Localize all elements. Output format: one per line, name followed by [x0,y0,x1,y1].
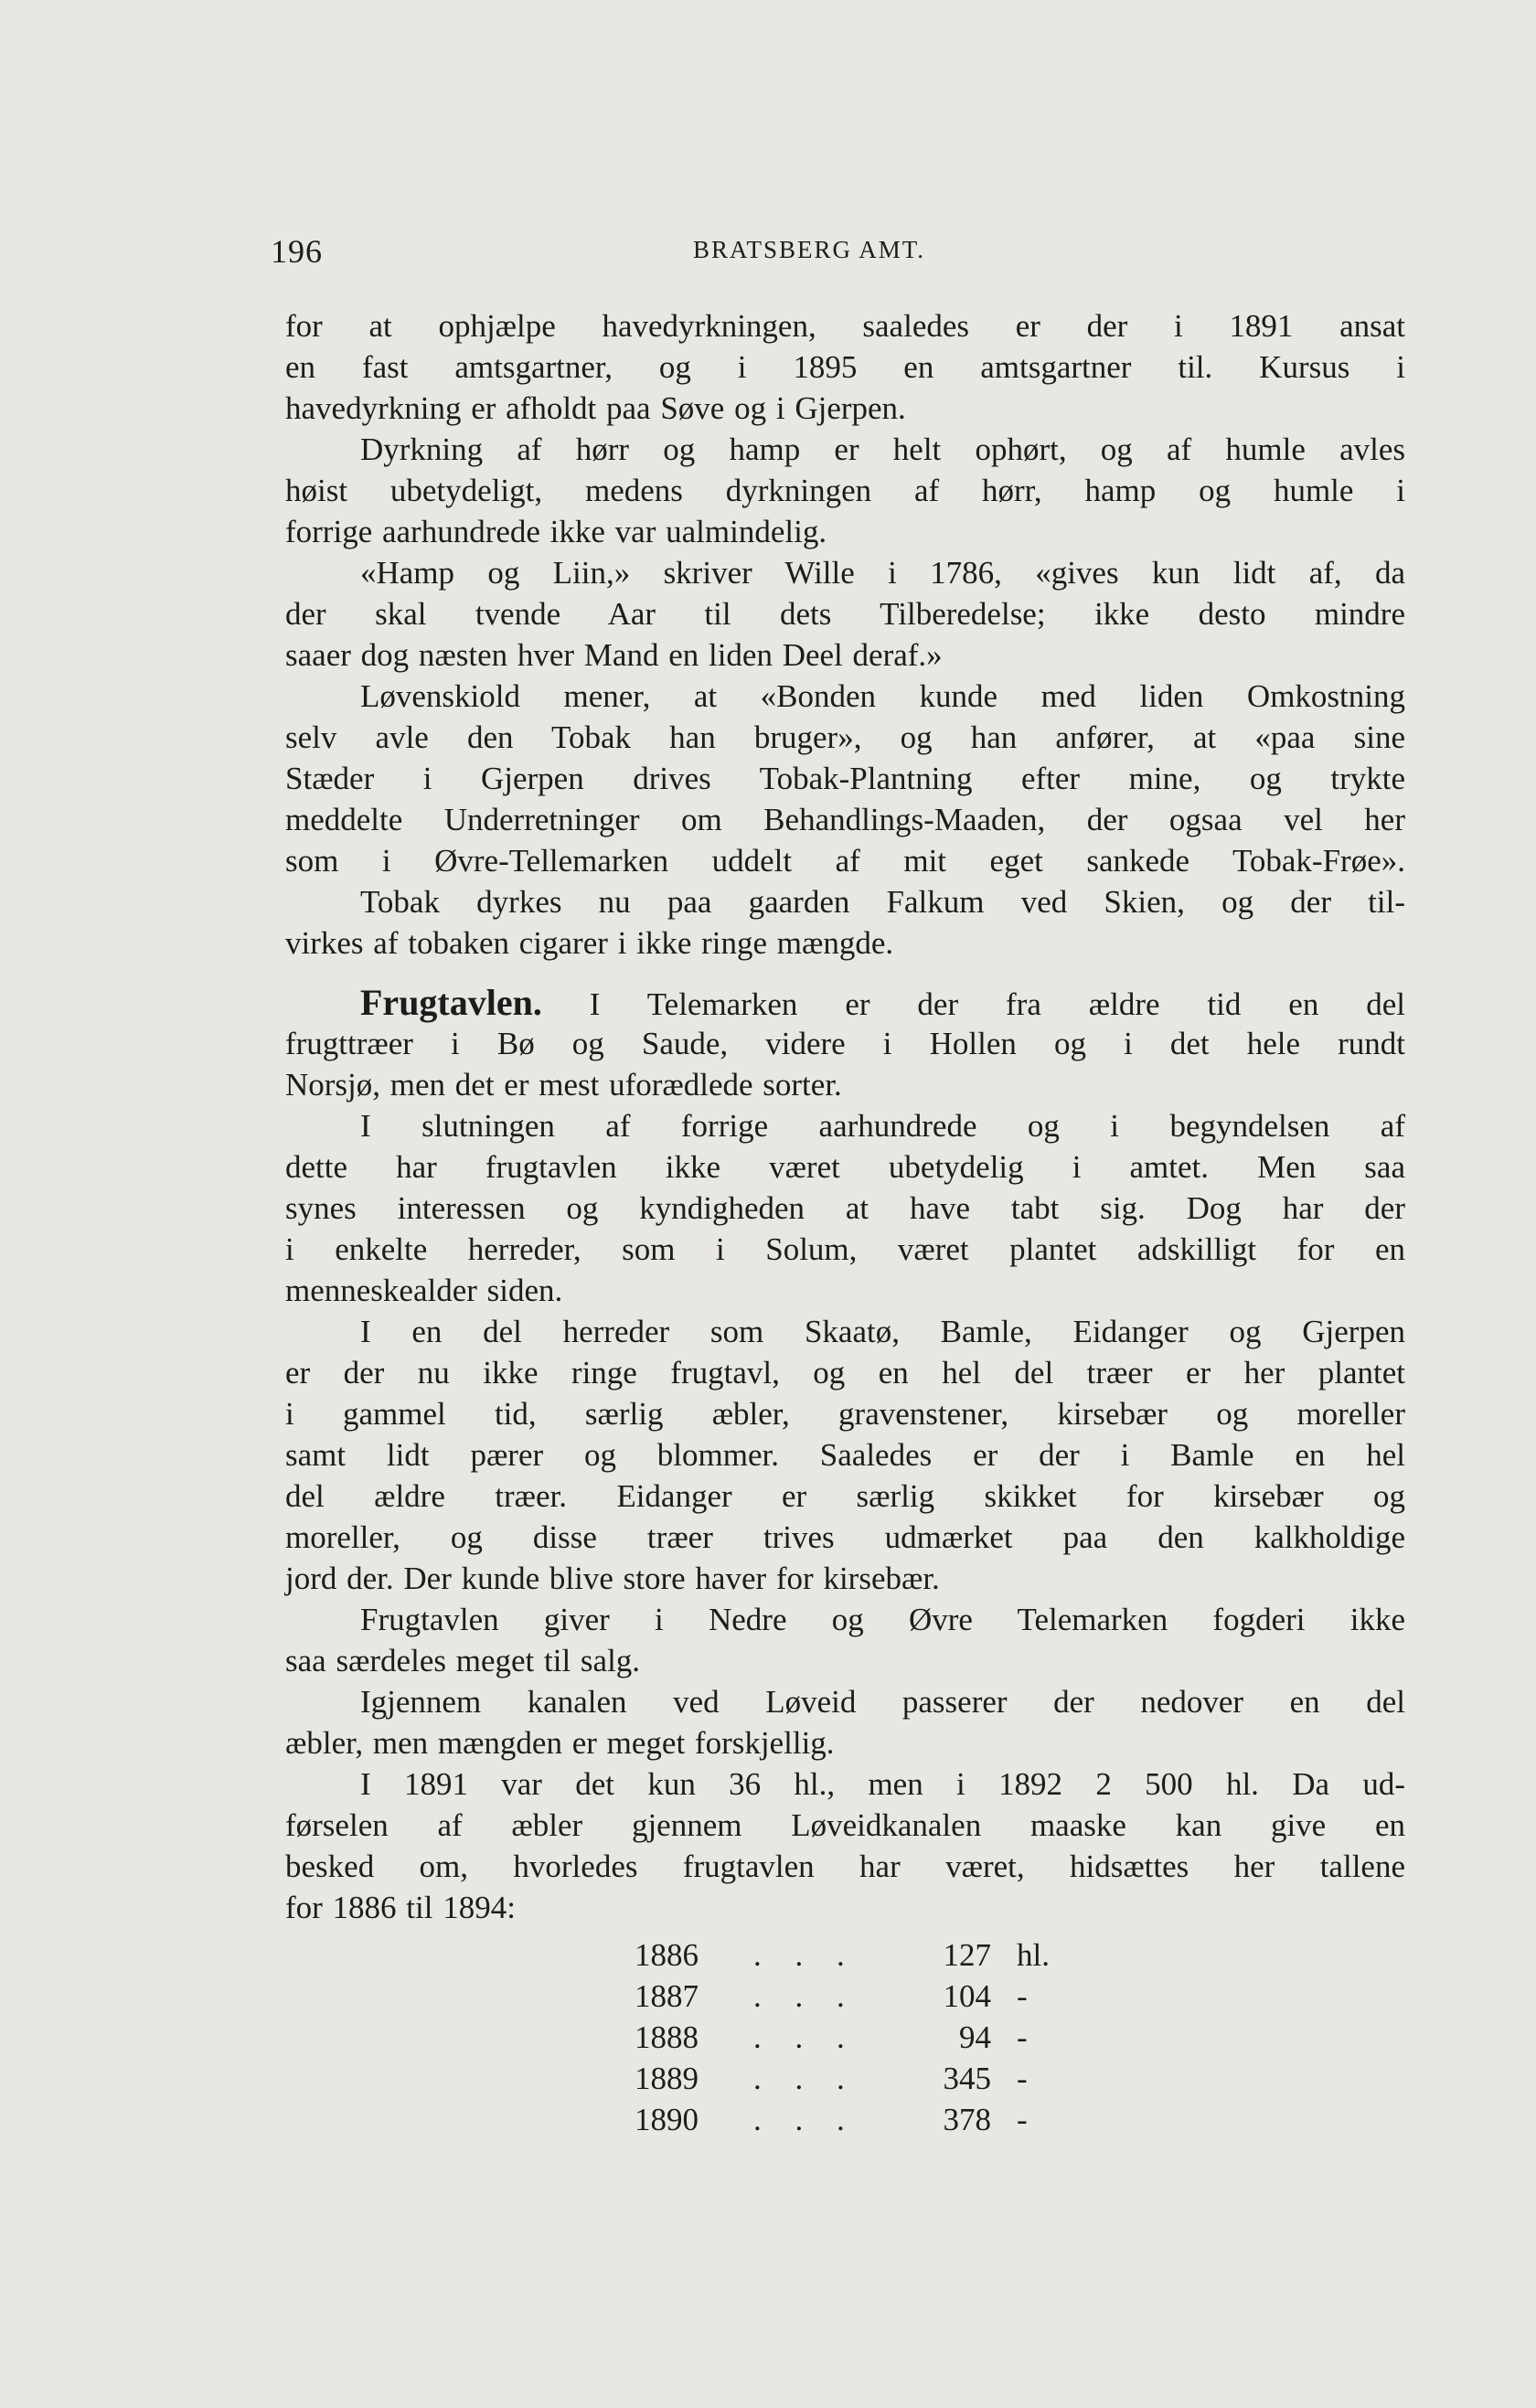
text-line: meddelte Underretninger om Behandlings-Maaden, der ogsaa vel her [285,802,1405,837]
text-line: I slutningen af forrige aarhundrede og i begyndelsen af [360,1108,1405,1144]
text-line: frugttræer i Bø og Saude, videre i Hollen og i det hele rundt [285,1026,1405,1061]
text-line: jord der. Der kunde blive store haver for kirsebær. [285,1561,940,1596]
text-line: for at ophjælpe havedyrkningen, saaledes er der i 1891 ansat [285,308,1405,344]
page-header [271,232,1409,276]
unit-cell: - [1017,2061,1028,2096]
dots-cell: . . . [753,2061,858,2096]
text-line: Norsjø, men det er mest uforædlede sorter. [285,1067,842,1103]
dots-cell: . . . [753,2019,858,2055]
table-row [635,2017,1073,2058]
text-line: som i Øvre-Tellemarken uddelt af mit eget sankede Tobak-Frøe». [285,843,1405,879]
table-row [635,1976,1073,2017]
table-row [635,2058,1073,2099]
section-first-line [285,982,1405,1023]
value-cell: 378 [943,2102,991,2137]
section-gap [285,964,1405,982]
text-line: «Hamp og Liin,» skriver Wille i 1786, «gives kun lidt af, da [360,555,1405,591]
value-cell: 94 [959,2019,991,2055]
running-head: BRATSBERG AMT. [693,236,926,263]
text-line: der skal tvende Aar til dets Tilberedelse; ikke desto mindre [285,596,1405,632]
table-row [635,2099,1073,2140]
section-heading: Frugtavlen. [360,982,542,1023]
unit-cell: - [1017,2102,1028,2137]
year-cell: 1889 [635,2061,699,2096]
text-line: er der nu ikke ringe frugtavl, og en hel del træer er her plantet [285,1355,1405,1390]
unit-cell: hl. [1017,1937,1050,1973]
text-line: Frugtavlen giver i Nedre og Øvre Telemarken fogderi ikke [360,1602,1405,1637]
text-line: del ældre træer. Eidanger er særlig skikket for kirsebær og [285,1478,1405,1514]
body-text [285,305,1405,1928]
text-line: samt lidt pærer og blommer. Saaledes er der i Bamle en hel [285,1437,1405,1473]
text-line: virkes af tobaken cigarer i ikke ringe mængde. [285,925,894,961]
text-line: æbler, men mængden er meget forskjellig. [285,1725,835,1761]
text-line: for 1886 til 1894: [285,1890,516,1925]
section-first-line-text: I Telemarken er der fra ældre tid en del [589,986,1406,1022]
text-line: høist ubetydeligt, medens dyrkningen af hørr, hamp og humle i [285,473,1405,508]
text-line: selv avle den Tobak han bruger», og han anfører, at «paa sine [285,719,1405,755]
text-line: saa særdeles meget til salg. [285,1643,641,1678]
year-cell: 1890 [635,2102,699,2137]
year-cell: 1887 [635,1978,699,2014]
year-cell: 1886 [635,1937,699,1973]
text-line: moreller, og disse træer trives udmærket paa den kalkholdige [285,1519,1405,1555]
text-line: Igjennem kanalen ved Løveid passerer der nedover en del [360,1684,1405,1720]
text-line: i enkelte herreder, som i Solum, været plantet adskilligt for en [285,1231,1405,1267]
value-cell: 104 [943,1978,991,2014]
text-line: Stæder i Gjerpen drives Tobak-Plantning efter mine, og trykte [285,761,1405,796]
section-paragraphs [285,1023,1405,1928]
unit-cell: - [1017,2019,1028,2055]
text-line: I 1891 var det kun 36 hl., men i 1892 2 500 hl. Da ud- [360,1766,1405,1802]
text-line: Løvenskiold mener, at «Bonden kunde med liden Omkostning [360,678,1405,714]
dots-cell: . . . [753,1978,858,2014]
table-row [635,1934,1073,1976]
text-line: I en del herreder som Skaatø, Bamle, Eidanger og Gjerpen [360,1314,1405,1349]
text-line: dette har frugtavlen ikke været ubetydelig i amtet. Men saa [285,1149,1405,1185]
value-cell: 345 [943,2061,991,2096]
text-line: synes interessen og kyndigheden at have tabt sig. Dog har der [285,1190,1405,1226]
dots-cell: . . . [753,2102,858,2137]
text-line: besked om, hvorledes frugtavlen har været, hidsættes her tallene [285,1849,1405,1884]
text-line: en fast amtsgartner, og i 1895 en amtsgartner til. Kursus i [285,349,1405,385]
unit-cell: - [1017,1978,1028,2014]
text-line: forrige aarhundrede ikke var ualmindelig. [285,514,827,549]
text-line: Dyrkning af hørr og hamp er helt ophørt, og af humle avles [360,432,1405,467]
text-line: førselen af æbler gjennem Løveidkanalen maaske kan give en [285,1807,1405,1843]
export-table [635,1934,1073,2140]
text-line: menneskealder siden. [285,1273,563,1308]
value-cell: 127 [943,1937,991,1973]
page-number: 196 [271,233,323,270]
text-line: Tobak dyrkes nu paa gaarden Falkum ved Skien, og der til- [360,884,1405,920]
intro-paragraphs [285,305,1405,964]
text-line: havedyrkning er afholdt paa Søve og i Gjerpen. [285,390,906,426]
dots-cell: . . . [753,1937,858,1973]
text-line: saaer dog næsten hver Mand en liden Deel deraf.» [285,637,943,673]
year-cell: 1888 [635,2019,699,2055]
text-line: i gammel tid, særlig æbler, gravenstener, kirsebær og moreller [285,1396,1405,1432]
